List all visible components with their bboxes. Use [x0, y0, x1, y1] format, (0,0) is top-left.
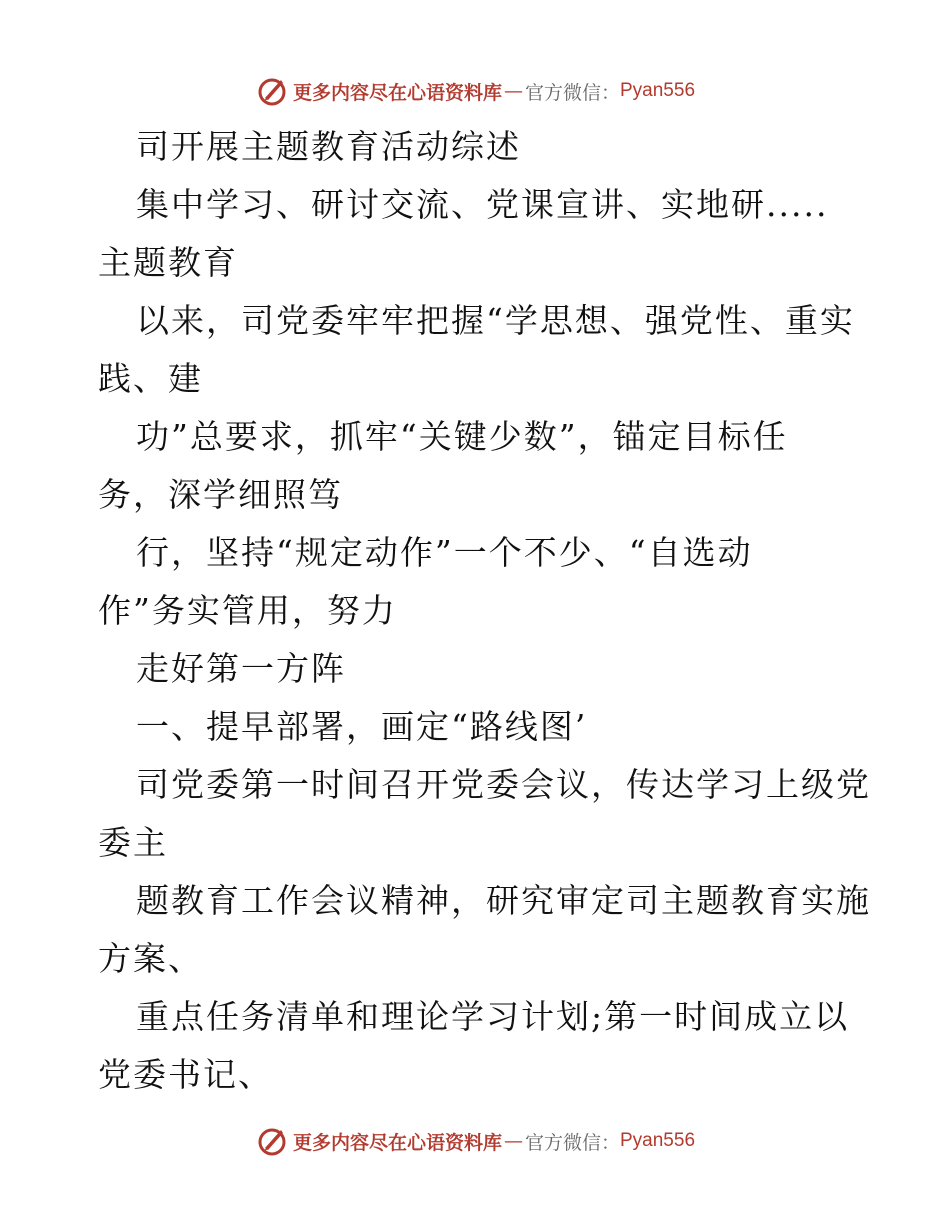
watermark-channel: 官方微信： — [524, 81, 620, 104]
text-line: 司党委第一时间召开党委会议，传达学习上级党 — [136, 765, 871, 804]
text-line: 作”务实管用，努力 — [98, 591, 397, 630]
watermark-dash: — — [503, 80, 523, 102]
header-watermark — [0, 71, 950, 111]
text-line: 一、提早部署，画定“路线图’ — [136, 707, 588, 746]
document-body — [98, 118, 871, 1104]
watermark-brand: 更多内容尽在心语资料库 — [292, 81, 502, 104]
quill-pen-icon — [255, 1124, 289, 1158]
text-line: 以来，司党委牢牢把握“学思想、强党性、重实 — [136, 301, 855, 340]
text-line: 委主 — [98, 823, 168, 862]
watermark-account: Pyan556 — [620, 80, 696, 101]
text-line: 主题教育 — [98, 243, 238, 282]
text-line: 集中学习、研讨交流、党课宣讲、实地研..... — [136, 185, 829, 224]
watermark-brand: 更多内容尽在心语资料库 — [292, 1131, 502, 1154]
watermark-account: Pyan556 — [620, 1130, 696, 1151]
text-line: 务，深学细照笃 — [98, 475, 343, 514]
text-line: 行，坚持“规定动作”一个不少、“自选动 — [136, 533, 753, 572]
text-line: 题教育工作会议精神，研究审定司主题教育实施 — [136, 881, 871, 920]
text-line: 司开展主题教育活动综述 — [136, 127, 521, 166]
watermark-channel: 官方微信： — [524, 1131, 620, 1154]
quill-pen-icon — [255, 74, 289, 108]
text-line: 重点任务清单和理论学习计划;第一时间成立以 — [136, 997, 850, 1036]
footer-watermark — [0, 1121, 950, 1161]
text-line: 走好第一方阵 — [136, 649, 346, 688]
text-line: 功”总要求，抓牢“关键少数”，锚定目标任 — [136, 417, 788, 456]
text-line: 党委书记、 — [98, 1055, 273, 1094]
text-line: 方案、 — [98, 939, 203, 978]
text-line: 践、建 — [98, 359, 203, 398]
watermark-dash: — — [503, 1130, 523, 1152]
